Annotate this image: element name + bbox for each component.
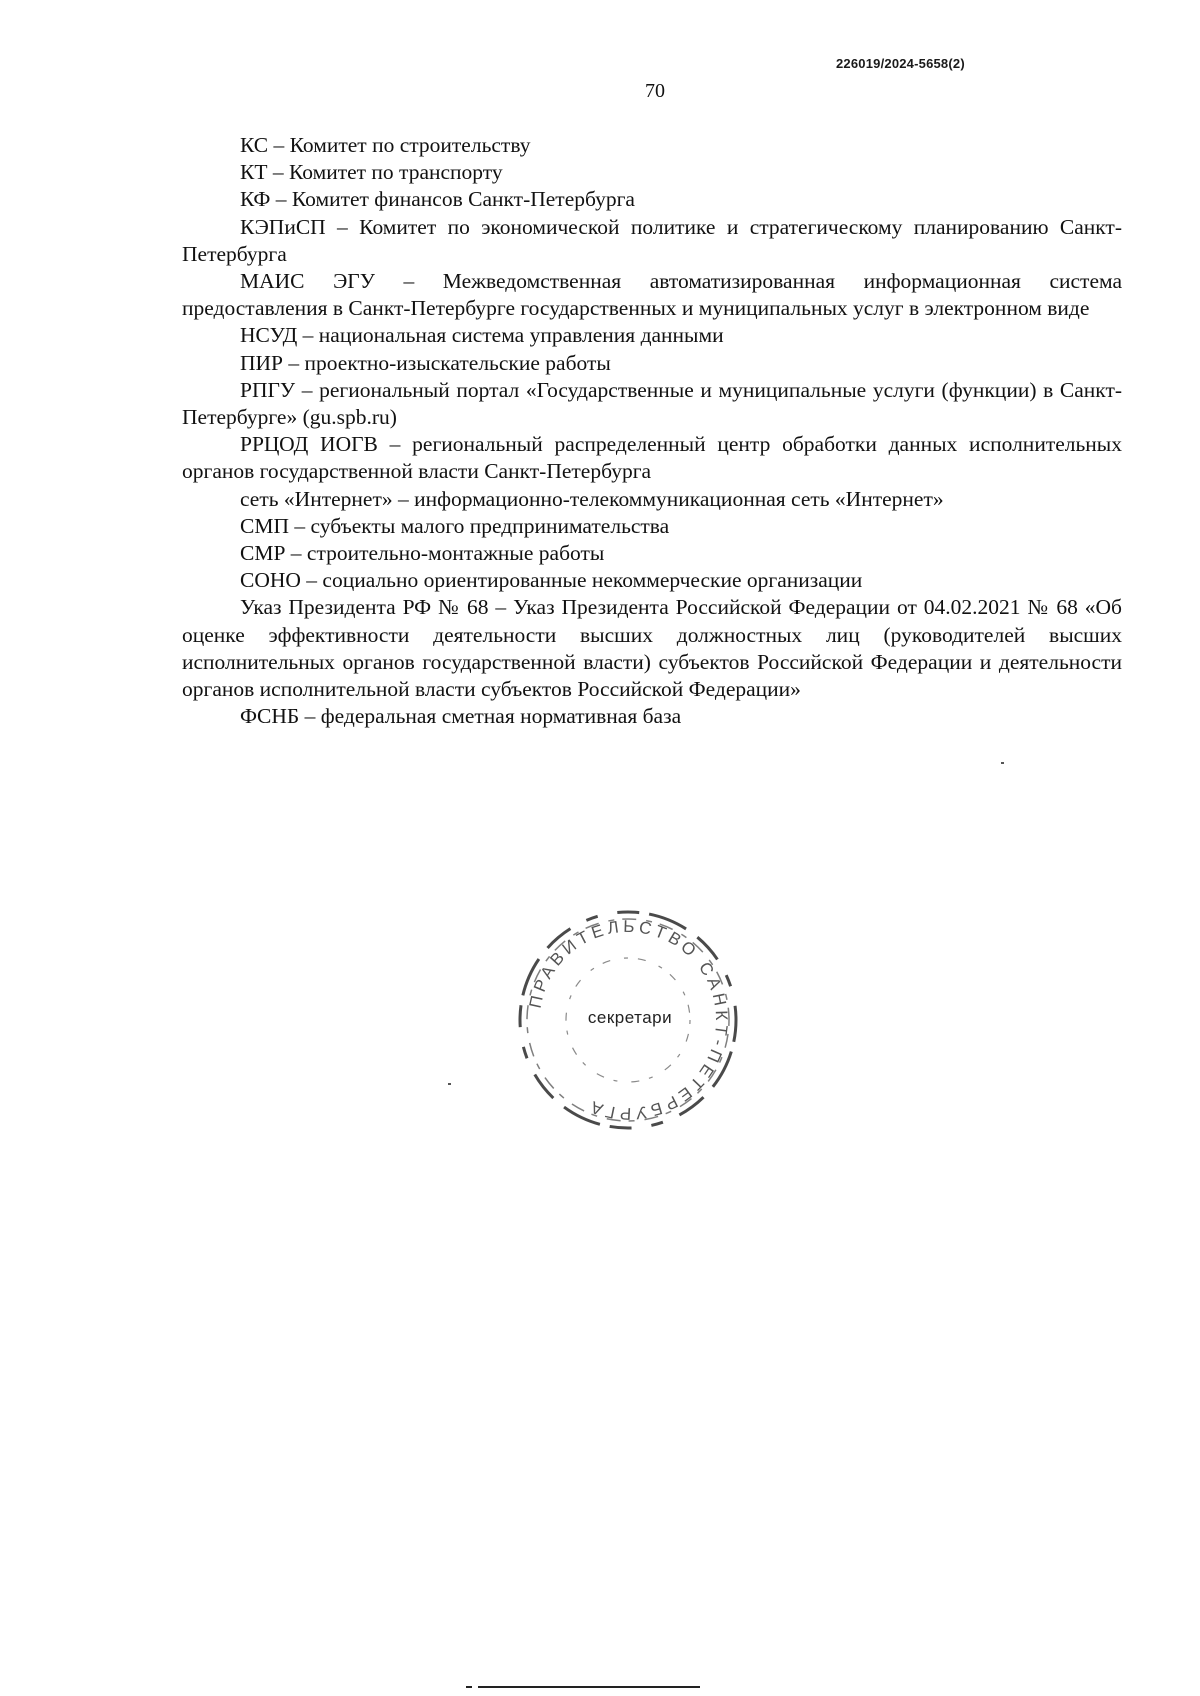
abbreviation-entry: ПИР – проектно-изыскательские работы [240, 350, 611, 375]
stamp-center-label: секретари [587, 1008, 673, 1027]
page-number: 70 [645, 80, 665, 102]
abbreviation-entry: СМР – строительно-монтажные работы [240, 541, 605, 566]
footer-dash [466, 1686, 472, 1688]
abbreviation-entry: МАИС ЭГУ – Межведомственная автоматизированная информационная система предоставления в Санкт-Петербурге государственных и муниципальных услуг в электронном виде [182, 269, 1122, 321]
abbreviation-entry: СМП – субъекты малого предпринимательства [240, 513, 670, 538]
abbreviation-entry: КС – Комитет по строительству [240, 133, 531, 157]
scan-speck [1001, 762, 1004, 764]
stamp-ring-text: ПРАВИТЕЛЬСТВО САНКТ-ПЕТЕРБУРГА [525, 916, 732, 1124]
official-stamp [508, 900, 748, 1140]
abbreviation-entry: РРЦОД ИОГВ – региональный распределенный центр обработки данных исполнительных органов государственной власти Санкт-Петербурга [182, 432, 1122, 484]
abbreviations-list [182, 132, 1122, 730]
abbreviation-entry: Указ Президента РФ № 68 – Указ Президента Российской Федерации от 04.02.2021 № 68 «Об оценке эффективности деятельности высших должностных лиц (руководителей высших исполнительных органов государственной власти) субъектов Российской Федерации и деятельности органов исполнительной власти субъектов Российской Федерации» [182, 595, 1122, 702]
abbreviation-entry: ФСНБ – федеральная сметная нормативная база [240, 704, 682, 729]
abbreviation-entry: КТ – Комитет по транспорту [240, 160, 503, 185]
abbreviation-entry: РПГУ – региональный портал «Государственные и муниципальные услуги (функции) в Санкт-Петербурге» (gu.spb.ru) [182, 377, 1122, 430]
abbreviation-entry: сеть «Интернет» – информационно-телекоммуникационная сеть «Интернет» [240, 486, 944, 511]
abbreviation-entry: НСУД – национальная система управления данными [240, 323, 724, 348]
abbreviation-entry: КЭПиСП – Комитет по экономической политике и стратегическому планированию Санкт-Петербурга [182, 214, 1122, 266]
document-id: 226019/2024-5658(2) [836, 56, 965, 71]
abbreviation-entry: СОНО – социально ориентированные некоммерческие организации [240, 568, 863, 593]
footer-rule [478, 1686, 700, 1688]
abbreviation-entry: КФ – Комитет финансов Санкт-Петербурга [240, 187, 635, 212]
scan-speck [448, 1083, 451, 1085]
